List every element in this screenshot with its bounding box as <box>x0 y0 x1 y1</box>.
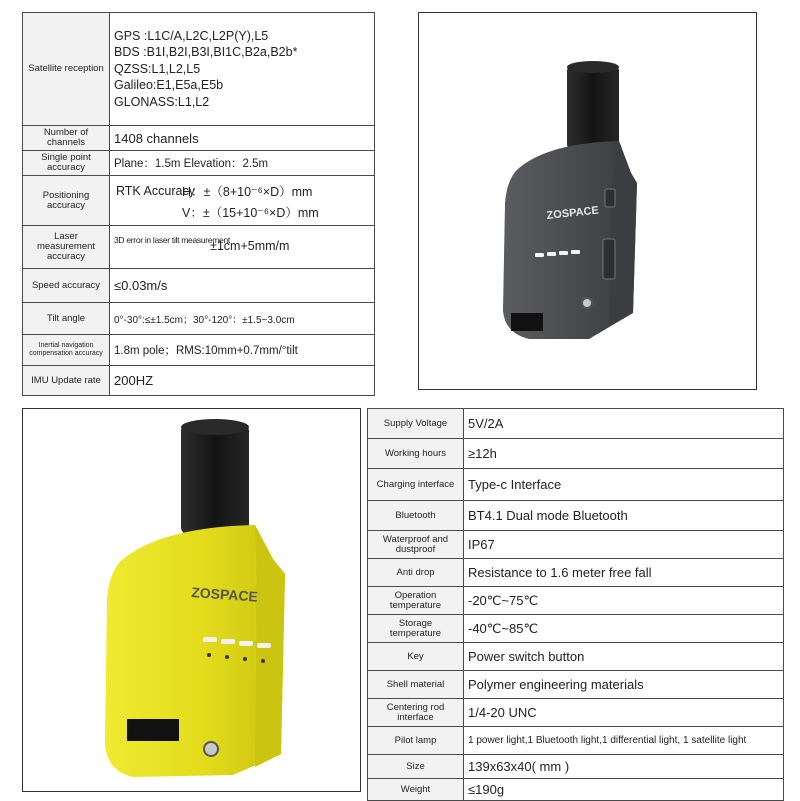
sat-qzss: QZSS:L1,L2,L5 <box>114 61 201 76</box>
table-row <box>23 335 375 366</box>
satellite-reception-label: Satellite reception <box>23 13 110 126</box>
supply-voltage-value: 5V/2A <box>464 409 784 439</box>
operation-temperature-label: Operation temperature <box>368 587 464 615</box>
mount-thread <box>204 742 218 756</box>
antenna <box>567 65 619 150</box>
speed-label: Speed accuracy <box>23 269 110 303</box>
laser-window <box>511 313 543 331</box>
table-row <box>368 779 784 801</box>
table-row <box>368 671 784 699</box>
rtk-h-value: H：±（8+10⁻⁶×D）mm <box>182 184 313 199</box>
table-row <box>368 409 784 439</box>
anti-drop-value: Resistance to 1.6 meter free fall <box>464 559 784 587</box>
table-row <box>368 727 784 755</box>
laser-note: 3D error in laser tilt measurement <box>114 235 230 245</box>
table-row <box>368 559 784 587</box>
centering-rod-value: 1/4-20 UNC <box>464 699 784 727</box>
imu-label: IMU Update rate <box>23 366 110 396</box>
key-label: Key <box>368 643 464 671</box>
device-photo-dark <box>418 12 757 390</box>
storage-temperature-value: -40℃~85℃ <box>464 615 784 643</box>
single-point-label: Single point accuracy <box>23 151 110 176</box>
brand-logo: ZOSPACE <box>190 584 259 605</box>
laser-value-cell <box>110 226 375 269</box>
speed-value: ≤0.03m/s <box>110 269 375 303</box>
device-illustration-dark <box>419 13 756 389</box>
rtk-v-value: V：±（15+10⁻⁶×D）mm <box>182 205 319 220</box>
table-row <box>368 699 784 727</box>
table-row <box>23 13 375 126</box>
sat-gps: GPS :L1C/A,L2C,L2P(Y),L5 <box>114 28 269 43</box>
rtk-label: RTK Accuracy <box>116 183 195 198</box>
inertial-label: Inertial navigation compensation accuracy <box>23 335 110 366</box>
waterproof-label: Waterproof and dustproof <box>368 531 464 559</box>
satellite-reception-value <box>110 13 375 126</box>
antenna <box>181 423 249 535</box>
weight-label: Weight <box>368 779 464 801</box>
positioning-label: Positioning accuracy <box>23 176 110 226</box>
channels-label: Number of channels <box>23 126 110 151</box>
laser-label: Laser measurement accuracy <box>23 226 110 269</box>
table-row <box>368 615 784 643</box>
supply-voltage-label: Supply Voltage <box>368 409 464 439</box>
table-row <box>368 469 784 501</box>
table-row <box>368 755 784 779</box>
imu-value: 200HZ <box>110 366 375 396</box>
sat-bds: BDS :B1I,B2I,B3I,BI1C,B2a,B2b* <box>114 45 298 60</box>
shell-material-label: Shell material <box>368 671 464 699</box>
laser-value: ±1cm+5mm/m <box>210 239 290 253</box>
table-row <box>368 587 784 615</box>
table-row <box>368 439 784 469</box>
table-row <box>23 303 375 335</box>
spec-table-top <box>22 12 375 396</box>
table-row <box>368 531 784 559</box>
bluetooth-value: BT4.1 Dual mode Bluetooth <box>464 501 784 531</box>
charging-interface-label: Charging interface <box>368 469 464 501</box>
pilot-lamp-label: Pilot lamp <box>368 727 464 755</box>
storage-temperature-label: Storage temperature <box>368 615 464 643</box>
inertial-value: 1.8m pole；RMS:10mm+0.7mm/°tilt <box>110 335 375 366</box>
sat-glonass: GLONASS:L1,L2 <box>114 94 210 109</box>
shell-material-value: Polymer engineering materials <box>464 671 784 699</box>
table-row <box>23 269 375 303</box>
key-value: Power switch button <box>464 643 784 671</box>
mount-thread <box>582 298 592 308</box>
table-row <box>23 151 375 176</box>
tilt-label: Tilt angle <box>23 303 110 335</box>
pilot-lamp-value: 1 power light,1 Bluetooth light,1 differential light, 1 satellite light <box>464 727 784 755</box>
table-row <box>368 643 784 671</box>
charging-interface-value: Type-c Interface <box>464 469 784 501</box>
bluetooth-label: Bluetooth <box>368 501 464 531</box>
positioning-value <box>110 176 375 226</box>
anti-drop-label: Anti drop <box>368 559 464 587</box>
brand-logo: ZOSPACE <box>546 204 600 222</box>
spec-table-bottom <box>367 408 784 801</box>
centering-rod-label: Centering rod interface <box>368 699 464 727</box>
table-row <box>368 501 784 531</box>
sat-galileo: Galileo:E1,E5a,E5b <box>114 78 224 93</box>
device-illustration-yellow <box>23 409 360 791</box>
tilt-value: 0°-30°:≤±1.5cm；30°-120°：±1.5~3.0cm <box>110 303 375 335</box>
table-row <box>23 176 375 226</box>
device-photo-yellow <box>22 408 361 792</box>
channels-value: 1408 channels <box>110 126 375 151</box>
working-hours-label: Working hours <box>368 439 464 469</box>
operation-temperature-value: -20℃~75℃ <box>464 587 784 615</box>
table-row <box>23 366 375 396</box>
waterproof-value: IP67 <box>464 531 784 559</box>
type-c-port <box>603 239 615 279</box>
table-row <box>23 226 375 269</box>
table-row <box>23 126 375 151</box>
weight-value: ≤190g <box>464 779 784 801</box>
size-label: Size <box>368 755 464 779</box>
side-button-top <box>605 189 615 207</box>
size-value: 139x63x40( mm ) <box>464 755 784 779</box>
single-point-value: Plane：1.5m Elevation：2.5m <box>110 151 375 176</box>
laser-window <box>127 719 179 741</box>
working-hours-value: ≥12h <box>464 439 784 469</box>
